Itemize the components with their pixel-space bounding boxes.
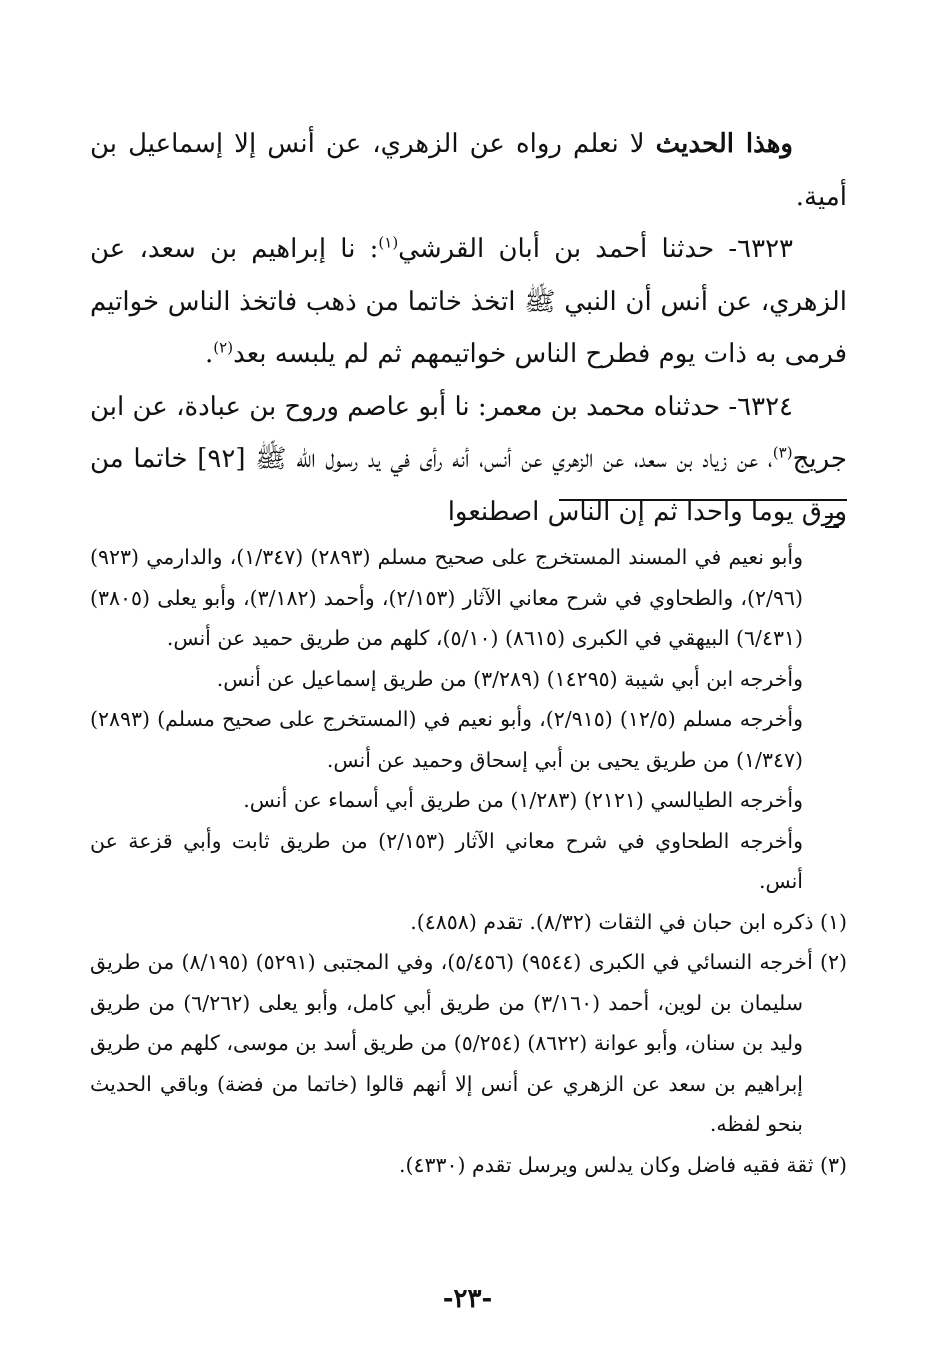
footnote-continuation: وأبو نعيم في المسند المستخرج على صحيح مسلم (٢٨٩٣) (١/٣٤٧)، والدارمي (٩٢٣) (٢/٩٦)، والطحاوي في شرح معاني الآثار (٢/١٥٣)، وأحمد (٣/١٨٢)، وأبو يعلى (٣٨٠٥) (٦/٤٣١) البيهقي في الكبرى (٨٦١٥) (٥/١٠)، كلهم من طريق حميد عن أنس. [90, 545, 803, 650]
paragraph-text: لا نعلم رواه عن الزهري، عن أنس إلا إسماعيل بن أمية. [90, 129, 847, 212]
hadith-6323-text-cont: : نا إبراهيم بن سعد، عن الزهري، عن أنس أن النبي ﷺ اتخذ خاتما من ذهب فاتخذ الناس خواتيم فرمى به ذات يوم فطرح الناس خواتيمهم ثم لم يلبسه بعد [90, 234, 847, 369]
main-text [90, 118, 847, 538]
footnote-ref-3: (٣) [772, 443, 793, 462]
footnote-continuation: وأخرجه ابن أبي شيبة (١٤٢٩٥) (٣/٢٨٩) من طريق إسماعيل عن أنس. [216, 666, 803, 691]
main-paragraph-1 [90, 118, 847, 223]
footnote-ref-2: (٢) [213, 338, 234, 357]
page-number: -٢٣- [442, 1284, 493, 1314]
hadith-6323-text: ٦٣٢٣- حدثنا أحمد بن أبان القرشي [398, 234, 793, 264]
footnote-2: (٢) أخرجه النسائي في الكبرى (٩٥٤٤) (٥/٤٥٦)، وفي المجتبى (٥٢٩١) (٨/١٩٥) من طريق سليمان بن لوين، أحمد (٣/١٦٠) من طريق أبي كامل، وأبو يعلى (٦/٢٦٢) من طريق وليد بن سنان، وأبو عوانة (٨٦٢٢) (٥/٢٥٤) من طريق أسد بن موسى، كلهم من طريق إبراهيم بن سعد عن الزهري عن أنس إلا أنهم قالوا (خاتما من فضة) وباقي الحديث بنحو لفظه. [90, 950, 847, 1136]
hadith-6324-text: ٦٣٢٤- حدثناه محمد بن معمر: نا أبو عاصم وروح بن عبادة، عن ابن جريج [90, 391, 847, 474]
footnote-separator [559, 499, 847, 501]
footnote-ref-1: (١) [378, 233, 399, 252]
hadith-6324-text-cont: ، عن زياد بن سعد، عن الزهري عن أنس، أنه رأى في يد رسول الله ﷺ [٩٢] خاتما من ورق يوما واحدا ثم إن الناس اصطنعوا [90, 444, 847, 527]
continuation-mark [825, 516, 839, 528]
footnote-continuation: وأخرجه الطحاوي في شرح معاني الآثار (٢/١٥٣) من طريق ثابت وأبي قزعة عن أنس. [90, 828, 803, 893]
footnote-continuation: وأخرجه الطيالسي (٢١٢١) (١/٢٨٣) من طريق أبي أسماء عن أنس. [243, 788, 803, 812]
main-paragraph-3 [90, 381, 847, 539]
main-paragraph-2 [90, 223, 847, 381]
footnotes [90, 537, 847, 1185]
footnote-1: (١) ذكره ابن حبان في الثقات (٨/٣٢). تقدم (٤٨٥٨). [410, 909, 847, 934]
footnote-3: (٣) ثقة فقيه فاضل وكان يدلس ويرسل تقدم (٤٣٣٠). [398, 1152, 847, 1177]
sentence-end: . [205, 339, 214, 369]
footnote-continuation: وأخرجه مسلم (١٢/٥) (٢/٩١٥)، وأبو نعيم في (المستخرج على صحيح مسلم) (٢٨٩٣) (١/٣٤٧) من طريق يحيى بن أبي إسحاق وحميد عن أنس. [90, 707, 803, 772]
bold-lead: وهذا الحديث [655, 129, 793, 159]
